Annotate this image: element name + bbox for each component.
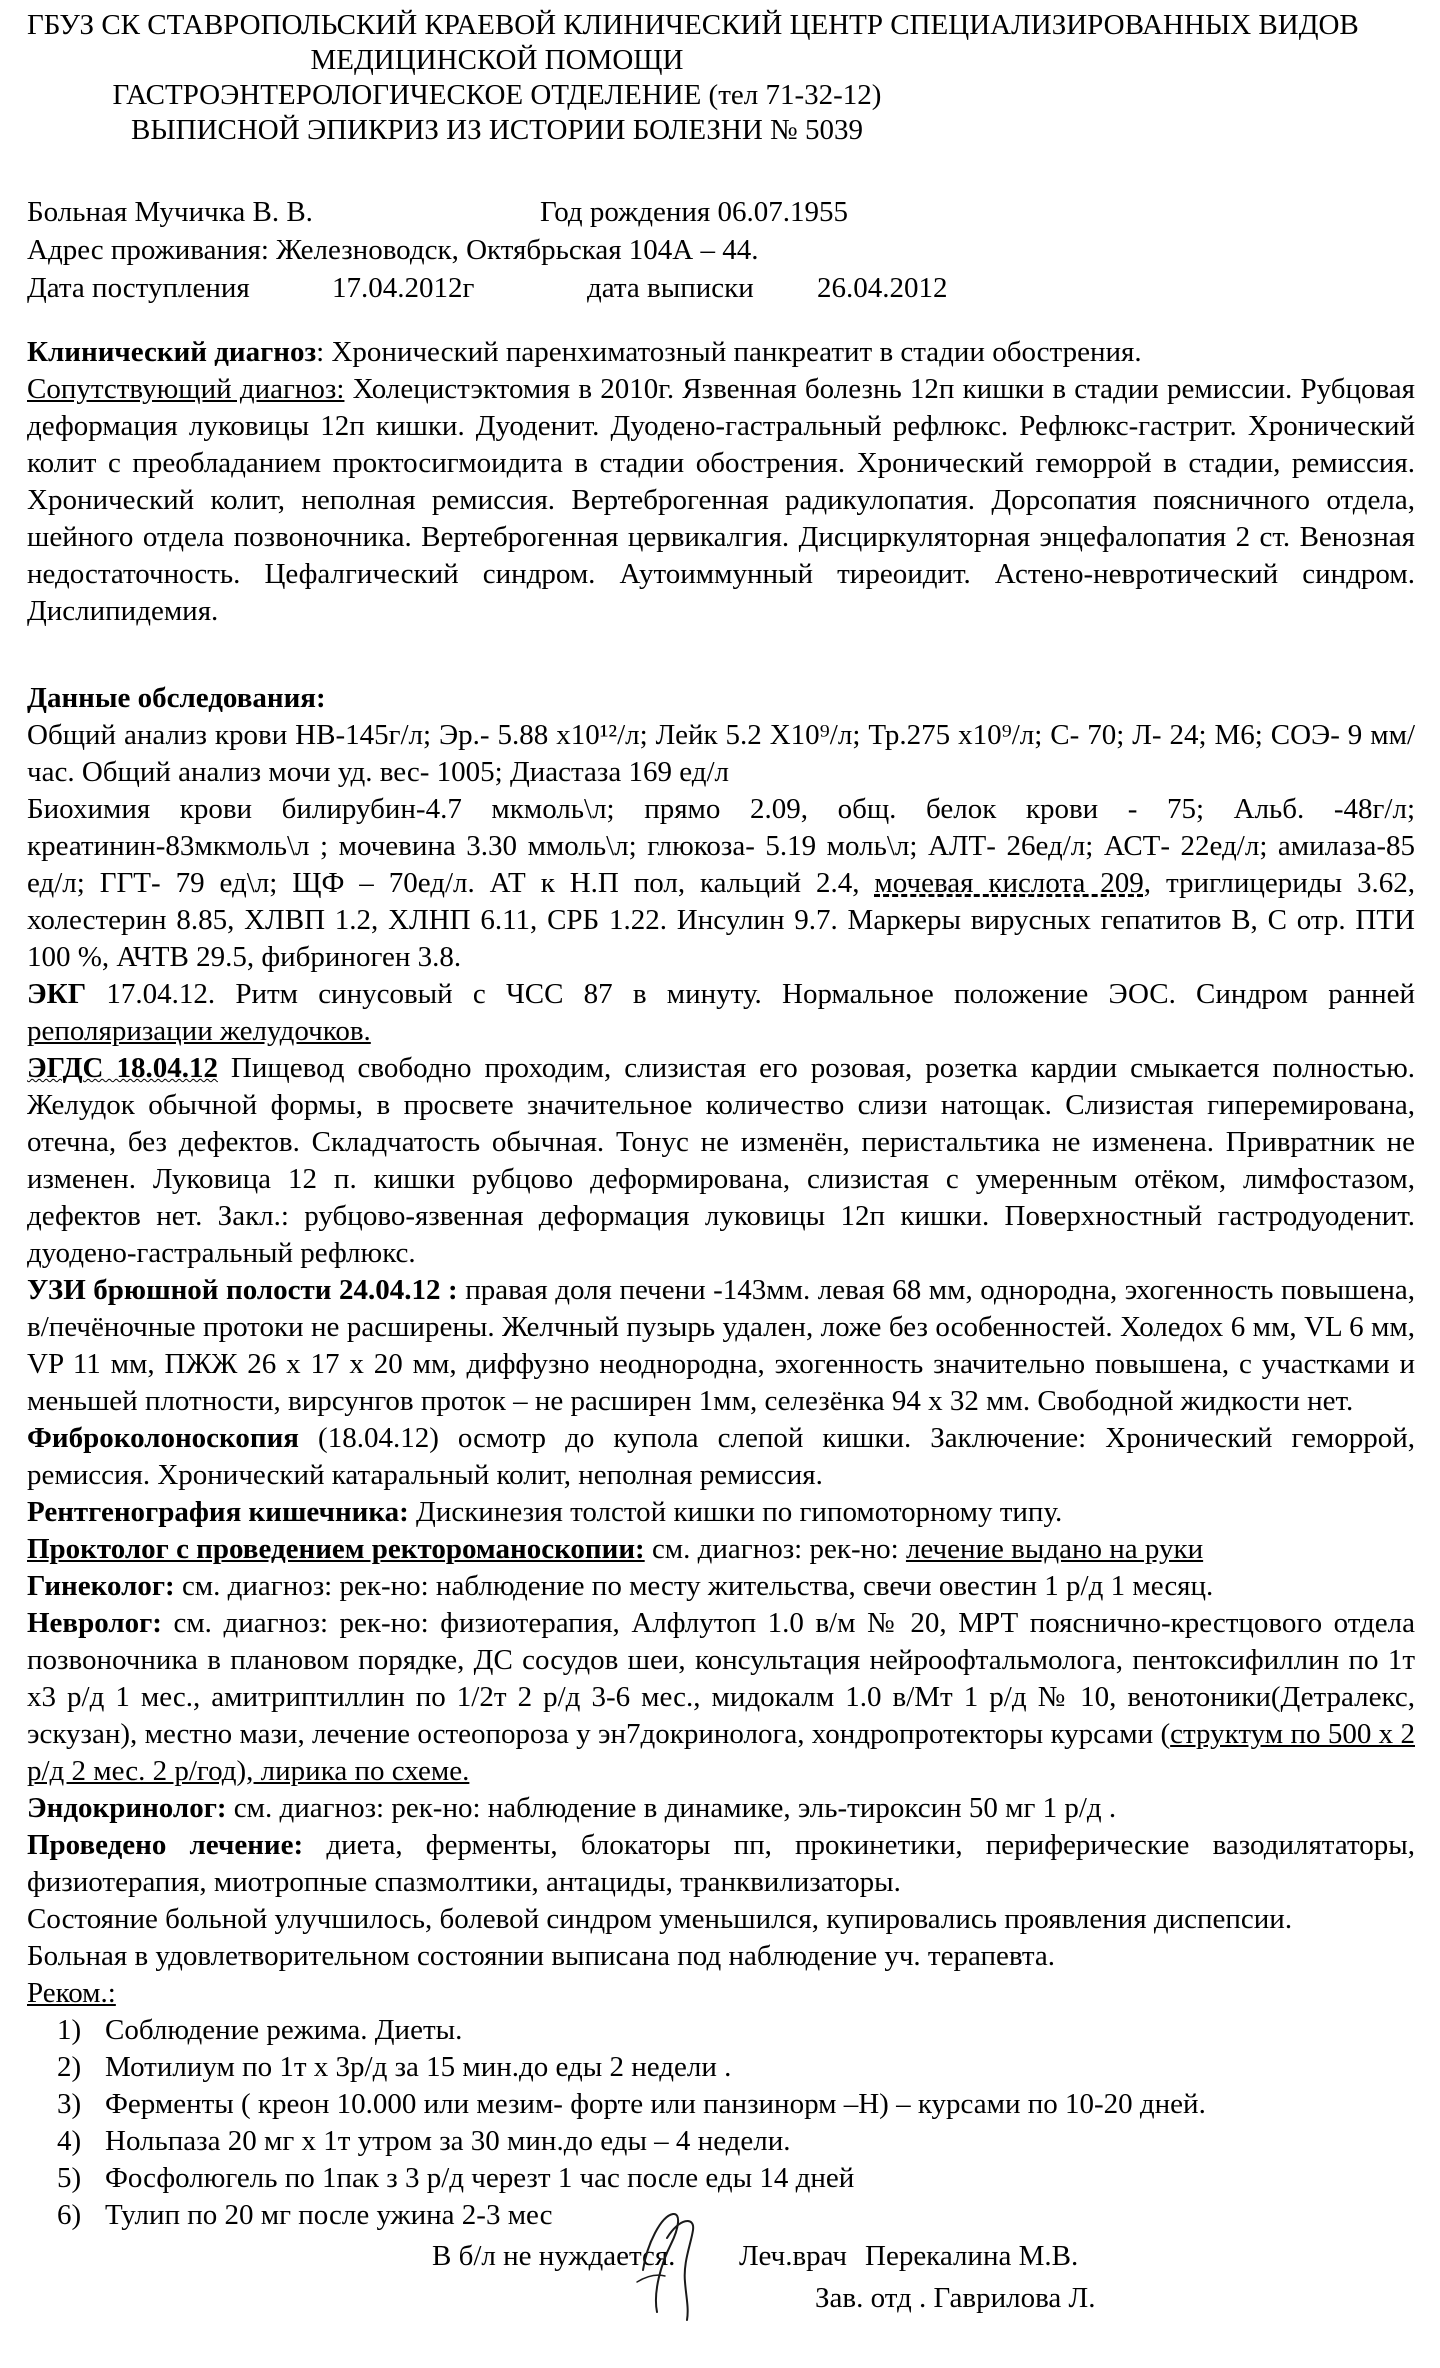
department-line: ГАСТРОЭНТЕРОЛОГИЧЕСКОЕ ОТДЕЛЕНИЕ (тел 71-32-12) [112,79,882,111]
clinical-diagnosis [27,334,1415,371]
biochemistry-text-2: , триглицериды 3.62, холестерин 8.85, ХЛВП 1.2, ХЛНП 6.11, СРБ 1.22. Инсулин 9.7. Маркеры вирусных гепатитов В, С отр. ПТИ 100 %, АЧТВ 29.5, фибриноген 3.8. [27,867,1415,973]
attending-doctor-name: Перекалина М.В. [865,2240,1079,2272]
item-text: Соблюдение режима. Диеты. [105,2014,463,2046]
item-number: 2) [57,2051,82,2083]
cbc-results: Общий анализ крови НВ-145г/л; Эр.- 5.88 х10¹²/л; Лейк 5.2 Х10⁹/л; Тр.275 х10⁹/л; С- 70; Л- 24; М6; СОЭ- 9 мм/час. Общий анализ мочи уд. вес- 1005; Диастаза 169 ед/л [27,719,1415,788]
endocrinologist-consult [27,1790,1415,1827]
treatment-label: Проведено лечение: [27,1829,304,1861]
recommendation-item [27,2049,1415,2086]
admission-date-value: 17.04.2012г [332,272,475,304]
recommendation-item [27,2012,1415,2049]
ultrasound-results [27,1272,1415,1420]
recommendation-item [27,2123,1415,2160]
uric-acid-underlined: мочевая кислота 209 [874,867,1144,899]
ecg-underlined-text: реполяризации желудочков. [27,1015,371,1047]
item-number: 1) [57,2014,82,2046]
colonoscopy-results [27,1420,1415,1494]
concomitant-diagnosis [27,371,1415,630]
endocrinologist-label: Эндокринолог: [27,1792,227,1824]
endocrinologist-text: см. диагноз: рек-но: наблюдение в динамике, эль-тироксин 50 мг 1 р/д . [226,1792,1117,1824]
signature-block [27,2238,1415,2368]
document-title: ВЫПИСНОЙ ЭПИКРИЗ ИЗ ИСТОРИИ БОЛЕЗНИ № 5039 [131,114,863,146]
biochemistry-text-1: Биохимия крови билирубин-4.7 мкмоль\л; прямо 2.09, общ. белок крови - 75; Альб. -48г/л; креатинин-83мкмоль\л ; мочевина 3.30 ммоль\л; глюкоза- 5.19 моль\л; АЛТ- 26ед/л; АСТ- 22ед/л; амилаза-85 ед/л; ГГТ- 79 ед\л; ЩФ – 70ед/л. АТ к Н.П пол, кальций 2.4, [27,793,1415,899]
gynecologist-label: Гинеколог: [27,1570,175,1602]
gynecologist-text: см. диагноз: рек-но: наблюдение по месту жительства, свечи овестин 1 р/д 1 месяц. [174,1570,1214,1602]
clinical-diagnosis-text: : Хронический паренхиматозный панкреатит в стадии обострения. [316,336,1142,368]
ultrasound-label: УЗИ брюшной полости 24.04.12 : [27,1274,458,1306]
xray-results [27,1494,1415,1531]
attending-doctor-label: Леч.врач [739,2240,847,2272]
neurologist-underlined: структум по 500 х 2 р/д 2 мес. 2 р/год), лирика по схеме. [27,1718,1415,1787]
item-text: Фосфолюгель по 1пак з 3 р/д черезт 1 час после еды 14 дней [105,2162,855,2194]
proctologist-text: см. диагноз: рек-но: [644,1533,906,1565]
ecg-results [27,976,1415,1050]
item-number: 5) [57,2162,82,2194]
proctologist-consult [27,1531,1415,1568]
recommendations-title-text: Реком.: [27,1977,116,2009]
item-text: Ферменты ( креон 10.000 или мезим- форте или панзинорм –Н) – курсами по 10-20 дней. [105,2088,1206,2120]
exam-data-title: Данные обследования: [27,682,326,714]
item-number: 4) [57,2125,82,2157]
recommendation-item [27,2197,1415,2234]
neurologist-label: Невролог: [27,1607,162,1639]
patient-birth-date: Год рождения 06.07.1955 [540,196,848,228]
item-number: 6) [57,2199,82,2231]
department-head-line: Зав. отд . Гаврилова Л. [815,2282,1096,2314]
recommendation-item [27,2160,1415,2197]
discharge-date-label: дата выписки [587,272,754,304]
patient-name-row [27,194,1415,232]
recommendations-title [27,1975,1415,2012]
colonoscopy-label: Фиброколоноскопия [27,1422,299,1454]
sick-leave-note: В б/л не нуждается. [432,2240,676,2272]
proctologist-underlined: лечение выдано на руки [905,1533,1204,1565]
recommendation-item [27,2086,1415,2123]
patient-name: Больная Мучичка В. В. [27,196,313,228]
treatment-text: диета, ферменты, блокаторы пп, прокинетики, периферические вазодилятаторы, физиотерапия, миотропные спазмолтики, антациды, транквилизаторы. [27,1829,1415,1898]
xray-label: Рентгенография кишечника: [27,1496,409,1528]
item-text: Нольпаза 20 мг х 1т утром за 30 мин.до еды – 4 недели. [105,2125,791,2157]
patient-address: Адрес проживания: Железноводск, Октябрьская 104А – 44. [27,234,759,266]
discharge-date-value: 26.04.2012 [817,272,948,304]
patient-info-block [27,194,1415,308]
egd-results [27,1050,1415,1272]
colonoscopy-text: (18.04.12) осмотр до купола слепой кишки. Заключение: Хронический геморрой, ремиссия. Хронический катаральный колит, неполная ремиссия. [27,1422,1415,1491]
egd-label: ЭГДС 18.04.12 [27,1052,218,1084]
item-text: Мотилиум по 1т х 3р/д за 15 мин.до еды 2 недели . [105,2051,732,2083]
admission-date-label: Дата поступления [27,272,250,304]
egd-text: Пищевод свободно проходим, слизистая его розовая, розетка кардии смыкается полностью. Желудок обычной формы, в просвете значительное количество слизи натощак. Слизистая гиперемирована, отечна, без дефектов. Складчатость обычная. Тонус не изменён, перистальтика не изменена. Привратник не изменен. Луковица 12 п. кишки рубцово деформирована, слизистая с умеренным отёком, лимфостазом, дефектов нет. Закл.: рубцово-язвенная деформация луковицы 12п кишки. Поверхностный гастродуоденит. дуодено-гастральный рефлюкс. [27,1052,1415,1269]
ecg-text: 17.04.12. Ритм синусовый с ЧСС 87 в минуту. Нормальное положение ЭОС. Синдром ранней [86,978,1415,1010]
neurologist-text: см. диагноз: рек-но: физиотерапия, Алфлутоп 1.0 в/м № 20, МРТ пояснично-крестцового отдела позвоночника в плановом порядке, ДС сосудов шеи, консультация нейроофтальмолога, пентоксифиллин по 1т х3 р/д 1 мес., амитриптиллин по 1/2т 2 р/д 3-6 мес., мидокалм 1.0 в/Мт 1 р/д № 10, венотоники(Детралекс, эскузан), местно мази, лечение остеопороза у эн7докринолога, хондропротекторы курсами ( [27,1607,1415,1750]
patient-dates-row [27,270,1415,308]
item-number: 3) [57,2088,82,2120]
ecg-label: ЭКГ [27,978,87,1010]
concomitant-diagnosis-text: Холецистэктомия в 2010г. Язвенная болезнь 12п кишки в стадии ремиссии. Рубцовая деформация луковицы 12п кишки. Дуоденит. Дуодено-гастральный рефлюкс. Рефлюкс-гастрит. Хронический колит с преобладанием проктосигмоидита в стадии обострения. Хронический геморрой в стадии, ремиссия. Хронический колит, неполная ремиссия. Вертеброгенная радикулопатия. Дорсопатия поясничного отдела, шейного отдела позвоночника. Вертеброгенная цервикалгия. Дисциркуляторная энцефалопатия 2 ст. Венозная недостаточность. Цефалгический синдром. Аутоиммунный тиреоидит. Астено-невротический синдром. Дислипидемия. [27,373,1415,627]
org-name-line2: МЕДИЦИНСКОЙ ПОМОЩИ [310,44,684,76]
proctologist-label: Проктолог с проведением ректороманоскопии: [27,1533,645,1565]
outcome-line1: Состояние больной улучшилось, болевой синдром уменьшился, купировались проявления диспепсии. [27,1903,1293,1935]
concomitant-diagnosis-label: Сопутствующий диагноз: [27,373,345,405]
clinical-diagnosis-label: Клинический диагноз [27,336,317,368]
document-header [27,8,1359,148]
document-body [27,334,1415,2234]
signature [627,2204,717,2334]
ultrasound-text: правая доля печени -143мм. левая 68 мм, однородна, эхогенность повышена, в/печёночные протоки не расширены. Желчный пузырь удален, ложе без особенностей. Холедох 6 мм, VL 6 мм, VP 11 мм, ПЖЖ 26 х 17 х 20 мм, диффузно неоднородна, эхогенность значительно повышена, с участками и меньшей плотности, вирсунгов проток – не расширен 1мм, селезёнка 94 х 32 мм. Свободной жидкости нет. [27,1274,1415,1417]
treatment-provided [27,1827,1415,1901]
neurologist-consult [27,1605,1415,1790]
org-name-line1: ГБУЗ СК СТАВРОПОЛЬСКИЙ КРАЕВОЙ КЛИНИЧЕСКИЙ ЦЕНТР СПЕЦИАЛИЗИРОВАННЫХ ВИДОВ [27,9,1359,41]
xray-text: Дискинезия толстой кишки по гипомоторному типу. [408,1496,1063,1528]
biochemistry-results [27,791,1415,976]
recommendations-list [27,2012,1415,2234]
gynecologist-consult [27,1568,1415,1605]
outcome-line2: Больная в удовлетворительном состоянии выписана под наблюдение уч. терапевта. [27,1940,1055,1972]
item-text: Тулип по 20 мг после ужина 2-3 мес [105,2199,553,2231]
